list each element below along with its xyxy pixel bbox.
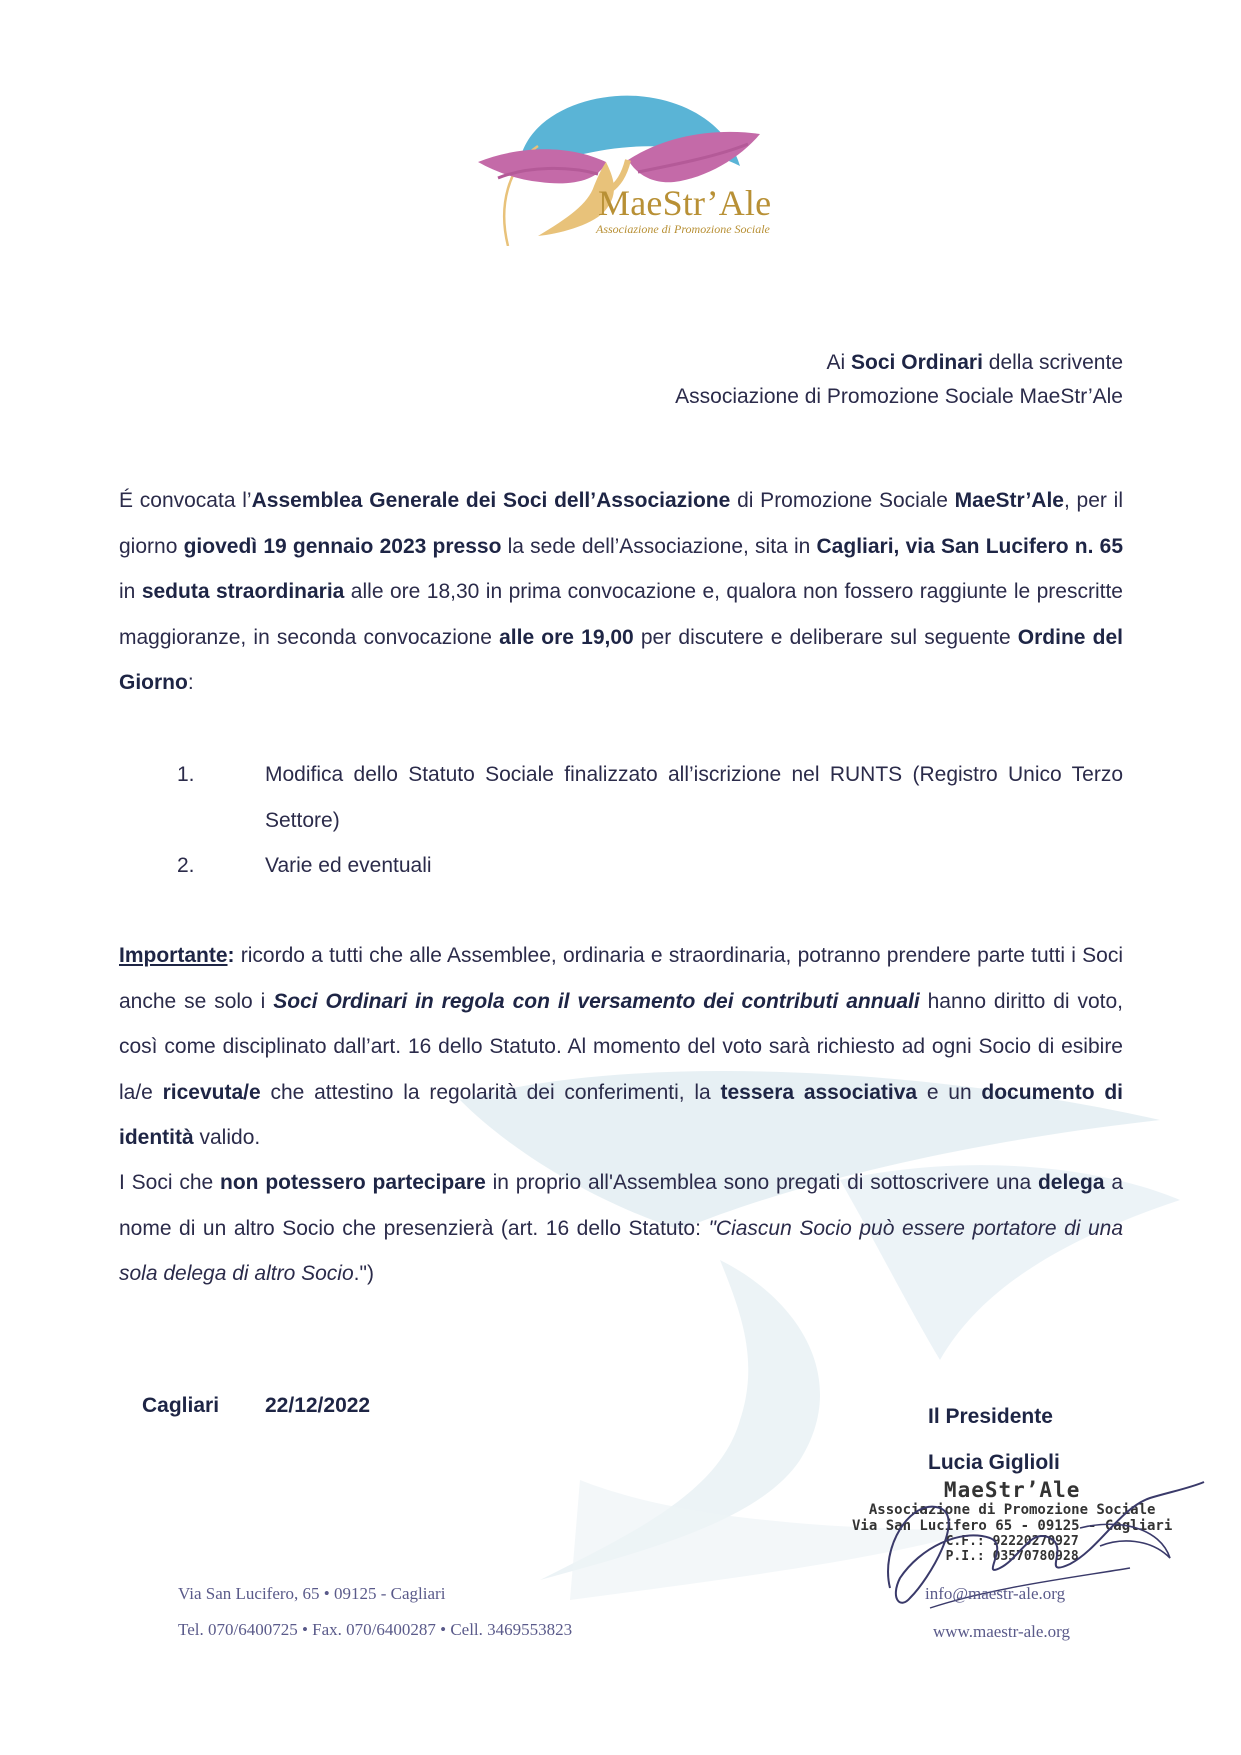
recipient-bold: Soci Ordinari xyxy=(851,351,983,374)
text-run: la sede dell’Associazione, sita in xyxy=(501,534,817,558)
bold-run: non potessero partecipare xyxy=(220,1171,486,1194)
closing-city: Cagliari xyxy=(142,1394,220,1417)
agenda-text: Modifica dello Statuto Sociale finalizzato all’iscrizione nel RUNTS (Registro Unico Terzo Settore) xyxy=(265,763,1123,832)
proxy-paragraph xyxy=(119,1160,1123,1297)
recipient-suffix: della scrivente xyxy=(988,351,1123,374)
president-role: Il Presidente xyxy=(928,1405,1053,1428)
text-run: per discutere e deliberare sul seguente xyxy=(633,625,1018,649)
text-run: , per il giorno xyxy=(119,489,1123,558)
bold-run: alle ore 19,00 xyxy=(499,625,634,649)
recipient-block xyxy=(675,346,1123,414)
text-run: hanno diritto di voto, così come disciplinato dall’art. 16 dello Statuto. Al momento del voto sarà richiesto ad ogni Socio di esibire la/e xyxy=(119,989,1123,1104)
italic-run: "Ciascun Socio può essere portatore di una sola delega di altro Socio xyxy=(119,1216,1123,1285)
text-run: .") xyxy=(353,1262,374,1285)
footer-website: www.maestr-ale.org xyxy=(933,1622,1071,1641)
footer-phones: Tel. 070/6400725 • Fax. 070/6400287 • Cell. 3469553823 xyxy=(178,1620,573,1639)
bold-run: ricevuta/e xyxy=(162,1080,261,1104)
agenda-item xyxy=(119,752,1123,843)
text-run: in proprio all'Assemblea sono pregati di sottoscrivere una xyxy=(485,1171,1038,1194)
text-run: a nome di un altro Socio che presenzierà (art. 16 dello Statuto: xyxy=(119,1171,1124,1240)
bold-run: documento di identità xyxy=(119,1080,1123,1149)
agenda-list xyxy=(119,752,1123,889)
bold-run: Assemblea Generale dei Soci dell’Associazione xyxy=(251,489,731,512)
agenda-number: 1. xyxy=(177,763,195,786)
stamp-line: Via San Lucifero 65 - 09125 - Cagliari xyxy=(852,1518,1173,1534)
logo-name: MaeStr’Ale xyxy=(598,183,772,223)
convocation-paragraph xyxy=(119,478,1123,706)
president-name: Lucia Giglioli xyxy=(928,1451,1060,1474)
bold-run: tessera associativa xyxy=(720,1080,918,1104)
text-run: : xyxy=(187,671,194,694)
stamp-line: C.F.: 92220270927 xyxy=(945,1534,1079,1549)
stamp-line: P.I.: 03570780928 xyxy=(945,1549,1079,1564)
recipient-line-1 xyxy=(675,346,1123,380)
stamp-line: Associazione di Promozione Sociale xyxy=(868,1502,1156,1518)
closing-date: 22/12/2022 xyxy=(265,1394,371,1417)
recipient-prefix: Ai xyxy=(826,351,846,374)
agenda-number: 2. xyxy=(177,854,195,877)
text-run: di Promozione Sociale xyxy=(730,489,955,512)
text-run: valido. xyxy=(193,1126,261,1149)
logo-subtitle: Associazione di Promozione Sociale xyxy=(596,222,770,236)
bold-run: MaeStr’Ale xyxy=(954,489,1064,512)
agenda-item xyxy=(119,843,1123,889)
text-run: É convocata l’ xyxy=(119,489,252,512)
bold-run: seduta straordinaria xyxy=(141,580,345,603)
bold-run: Ordine del Giorno xyxy=(119,625,1123,694)
bold-run: : xyxy=(227,944,235,967)
important-paragraph xyxy=(119,933,1123,1161)
bold-italic-run: Soci Ordinari in regola con il versamento dei contributi annuali xyxy=(273,989,920,1013)
text-run: e un xyxy=(917,1080,982,1104)
underline-run: Importante xyxy=(119,944,228,967)
agenda-text: Varie ed eventuali xyxy=(265,854,432,877)
bold-run: Cagliari, via San Lucifero n. 65 xyxy=(816,534,1124,558)
text-run: ricordo a tutti che alle Assemblee, ordinaria e straordinaria, potranno prendere parte tutti i Soci anche se solo i xyxy=(119,944,1123,1013)
text-run: I Soci che xyxy=(119,1171,221,1194)
stamp-line: MaeStr’Ale xyxy=(943,1478,1081,1502)
footer-email: info@maestr-ale.org xyxy=(925,1584,1066,1603)
recipient-line-2: Associazione di Promozione Sociale MaeStr’Ale xyxy=(675,385,1123,408)
bold-run: delega xyxy=(1037,1171,1105,1194)
bold-run: giovedì 19 gennaio 2023 presso xyxy=(183,534,502,558)
footer-address: Via San Lucifero, 65 • 09125 - Cagliari xyxy=(178,1584,446,1603)
text-run: che attestino la regolarità dei conferimenti, la xyxy=(260,1080,721,1104)
text-run: in xyxy=(119,580,142,603)
text-run: alle ore 18,30 in prima convocazione e, qualora non fossero raggiunte le prescritte maggioranze, in seconda convocazione xyxy=(119,580,1123,649)
